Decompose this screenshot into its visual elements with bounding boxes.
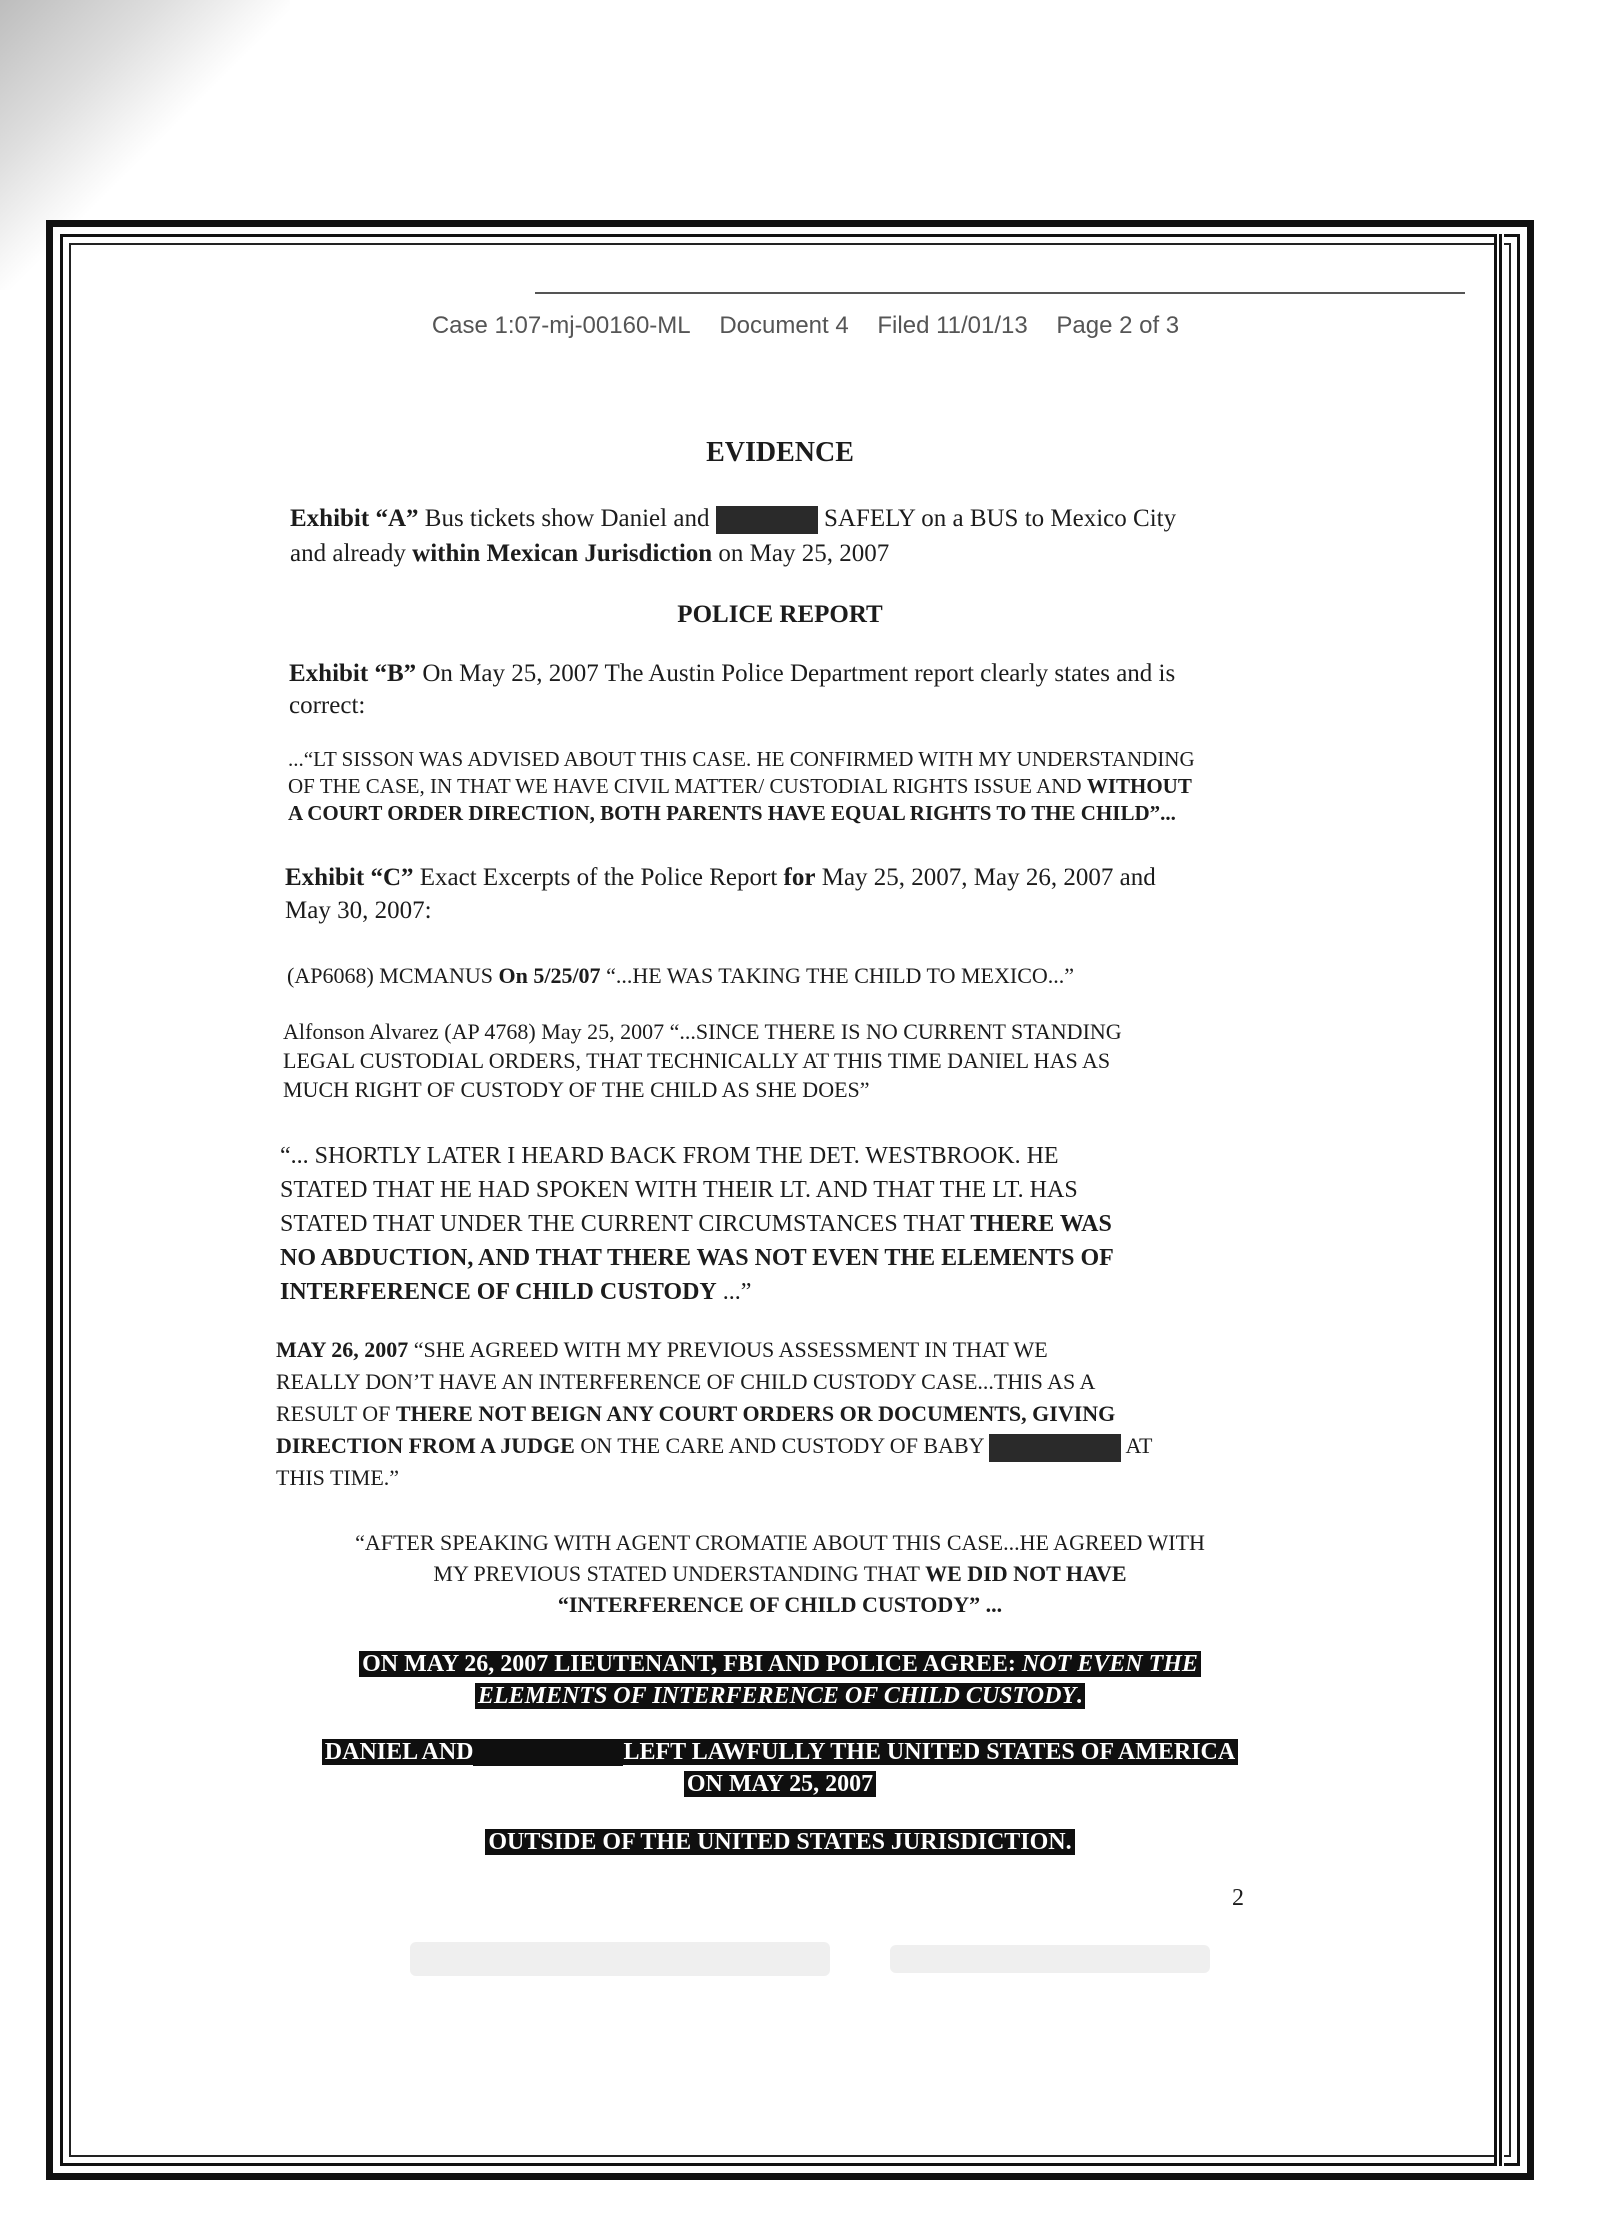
- highlight-agreement-text: ON MAY 26, 2007 LIEUTENANT, FBI AND POLICE AGREE:: [362, 1651, 1016, 1677]
- exhibit-a-text2: SAFELY on a BUS to Mexico City: [823, 505, 1177, 532]
- may26-line4: [276, 1430, 1152, 1462]
- highlight-lawful-date: ON MAY 25, 2007: [684, 1771, 876, 1797]
- may26-line2: REALLY DON’T HAVE AN INTERFERENCE OF CHILD CUSTODY CASE...THIS AS A: [276, 1369, 1096, 1394]
- mcmanus-id: (AP6068) MCMANUS: [287, 963, 493, 988]
- exhibit-c-line1: [285, 862, 1156, 893]
- westbrook-line5: [280, 1276, 751, 1309]
- document-number: Document 4: [719, 312, 849, 339]
- highlight-agreement-line2: [0, 1680, 1560, 1712]
- police-report-heading: POLICE REPORT: [677, 601, 883, 628]
- may26-line5: THIS TIME.”: [276, 1465, 400, 1490]
- may26-no-orders: THERE NOT BEIGN ANY COURT ORDERS OR DOCUMENTS, GIVING: [395, 1401, 1116, 1426]
- scan-smudge: [890, 1945, 1210, 1973]
- may26-line1: [276, 1334, 1048, 1365]
- exhibit-b-line1: [289, 658, 1175, 689]
- highlight-agreement-bar2: [475, 1683, 1085, 1709]
- may26-line1-text: “SHE AGREED WITH MY PREVIOUS ASSESSMENT IN THAT WE: [413, 1337, 1048, 1362]
- cromatie-line1: “AFTER SPEAKING WITH AGENT CROMATIE ABOUT THIS CASE...HE AGREED WITH: [355, 1530, 1205, 1555]
- highlight-jurisdiction: [0, 1826, 1560, 1858]
- highlight-jurisdiction-text: OUTSIDE OF THE UNITED STATES JURISDICTION.: [485, 1829, 1074, 1855]
- exhibit-c-label: Exhibit “C”: [285, 864, 414, 891]
- may26-line4-text: ON THE CARE AND CUSTODY OF BABY: [580, 1433, 984, 1458]
- may26-line3-text: RESULT OF: [276, 1401, 391, 1426]
- page-number: 2: [1232, 1885, 1244, 1911]
- westbrook-ellipsis: ...”: [722, 1279, 752, 1305]
- cromatie-line2-text: MY PREVIOUS STATED UNDERSTANDING THAT: [433, 1561, 920, 1586]
- quote-b-line1: ...“LT SISSON WAS ADVISED ABOUT THIS CASE. HE CONFIRMED WITH MY UNDERSTANDING: [288, 747, 1195, 771]
- exhibit-a-jurisdiction: within Mexican Jurisdiction: [412, 540, 713, 567]
- cromatie-line2: [0, 1559, 1560, 1589]
- redaction-box: [716, 506, 818, 534]
- redaction-box: [989, 1434, 1121, 1462]
- page-title: EVIDENCE: [706, 437, 854, 468]
- may26-date: MAY 26, 2007: [276, 1337, 409, 1362]
- exhibit-c-for: for: [783, 864, 816, 891]
- mcmanus-text: “...HE WAS TAKING THE CHILD TO MEXICO...”: [606, 963, 1075, 988]
- may26-line3: [276, 1398, 1115, 1429]
- alvarez-line1: Alfonson Alvarez (AP 4768) May 25, 2007 “...SINCE THERE IS NO CURRENT STANDING: [283, 1019, 1122, 1044]
- cromatie-line3: [0, 1590, 1560, 1620]
- highlight-lawful-line1: [0, 1736, 1560, 1768]
- highlight-agreement-not-even: NOT EVEN THE: [1021, 1651, 1198, 1677]
- westbrook-there-was: THERE WAS: [970, 1211, 1112, 1237]
- highlight-agreement-bar1: [359, 1651, 1201, 1677]
- exhibit-a-line2: [290, 538, 889, 569]
- highlight-lawful-line2: [0, 1768, 1560, 1800]
- cromatie-interference: “INTERFERENCE OF CHILD CUSTODY”: [557, 1592, 981, 1617]
- exhibit-a-label: Exhibit “A”: [290, 505, 419, 532]
- exhibit-c-text1a: Exact Excerpts of the Police Report: [419, 864, 778, 891]
- highlight-agreement-period: .: [1076, 1683, 1083, 1709]
- exhibit-a-line1: [290, 503, 1176, 534]
- header-rule: [535, 292, 1465, 294]
- cromatie-did-not: WE DID NOT HAVE: [925, 1561, 1127, 1586]
- westbrook-line3: [280, 1208, 1112, 1241]
- exhibit-c-line2: May 30, 2007:: [285, 897, 432, 924]
- quote-b-line2-text: OF THE CASE, IN THAT WE HAVE CIVIL MATTER/ CUSTODIAL RIGHTS ISSUE AND: [288, 774, 1082, 798]
- scan-smudge: [410, 1942, 830, 1976]
- page-border-right-stripes: [1494, 234, 1504, 2166]
- cromatie-ellipsis: ...: [985, 1592, 1003, 1617]
- exhibit-a-text1: Bus tickets show Daniel and: [424, 505, 710, 532]
- mcmanus-date: On 5/25/07: [498, 963, 601, 988]
- westbrook-line1: “... SHORTLY LATER I HEARD BACK FROM THE DET. WESTBROOK. HE: [280, 1143, 1059, 1169]
- highlight-agreement-elements: ELEMENTS OF INTERFERENCE OF CHILD CUSTODY: [477, 1683, 1077, 1709]
- may26-direction: DIRECTION FROM A JUDGE: [276, 1433, 575, 1458]
- exhibit-c-text1c: May 25, 2007, May 26, 2007 and: [821, 864, 1156, 891]
- alvarez-line3: MUCH RIGHT OF CUSTODY OF THE CHILD AS SHE DOES”: [283, 1077, 870, 1102]
- court-header: [0, 312, 1611, 340]
- quote-b-line2: [288, 773, 1192, 799]
- highlight-lawful-bar1: [322, 1739, 1238, 1765]
- westbrook-interference: INTERFERENCE OF CHILD CUSTODY: [280, 1279, 717, 1305]
- filed-date: Filed 11/01/13: [877, 312, 1028, 339]
- quote-b-without: WITHOUT: [1086, 774, 1192, 798]
- quote-b-line3: A COURT ORDER DIRECTION, BOTH PARENTS HAVE EQUAL RIGHTS TO THE CHILD”...: [288, 801, 1176, 825]
- redaction-box: [473, 1740, 623, 1766]
- case-number: Case 1:07-mj-00160-ML: [431, 312, 691, 339]
- exhibit-b-text1: On May 25, 2007 The Austin Police Department report clearly states and is: [422, 660, 1176, 687]
- highlight-lawful-daniel: DANIEL AND: [324, 1739, 474, 1765]
- alvarez-line2: LEGAL CUSTODIAL ORDERS, THAT TECHNICALLY AT THIS TIME DANIEL HAS AS: [283, 1048, 1111, 1073]
- highlight-lawful-text: LEFT LAWFULLY THE UNITED STATES OF AMERICA: [623, 1739, 1236, 1765]
- exhibit-a-line2a: and already: [290, 540, 406, 567]
- westbrook-line4: NO ABDUCTION, AND THAT THERE WAS NOT EVEN THE ELEMENTS OF: [280, 1245, 1114, 1271]
- westbrook-line2: STATED THAT HE HAD SPOKEN WITH THEIR LT. AND THAT THE LT. HAS: [280, 1177, 1078, 1203]
- highlight-agreement-line1: [0, 1648, 1560, 1680]
- westbrook-line3-text: STATED THAT UNDER THE CURRENT CIRCUMSTANCES THAT: [280, 1211, 965, 1237]
- mcmanus-quote: [287, 960, 1074, 991]
- exhibit-b-label: Exhibit “B”: [289, 660, 417, 687]
- page-indicator: Page 2 of 3: [1056, 312, 1180, 339]
- may26-at: AT: [1125, 1433, 1153, 1458]
- exhibit-a-date: on May 25, 2007: [718, 540, 890, 567]
- exhibit-b-line2: correct:: [289, 692, 366, 719]
